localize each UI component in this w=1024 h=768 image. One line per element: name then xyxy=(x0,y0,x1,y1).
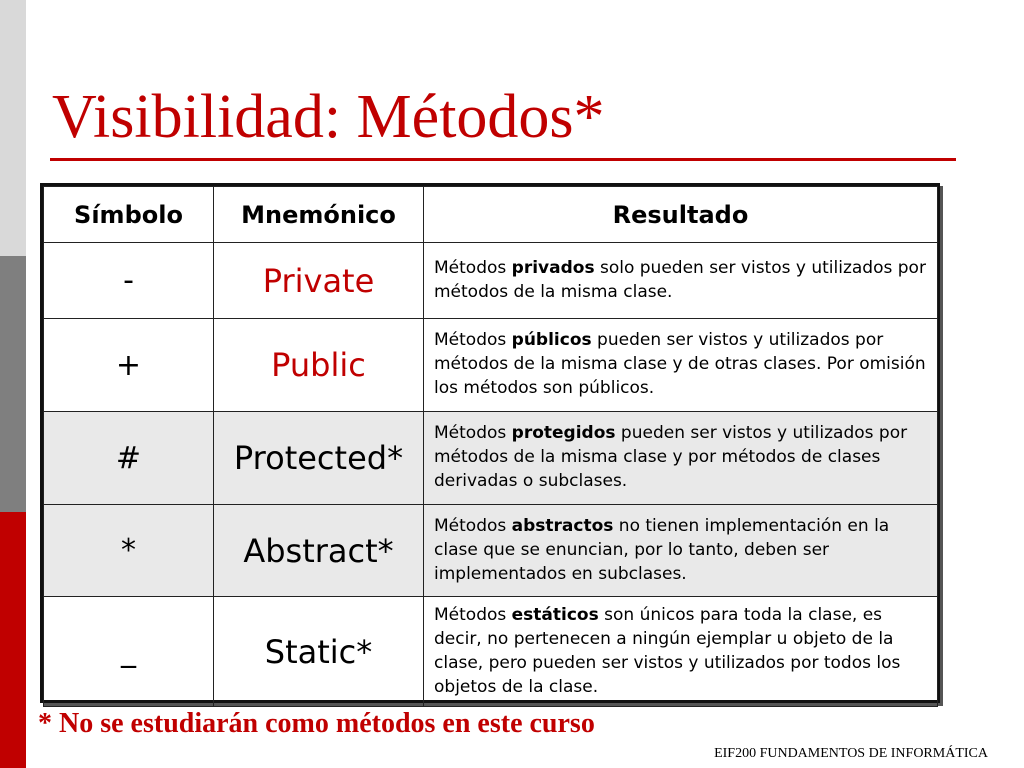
result-text: pueden ser vistos y utilizados por métodos de la misma clase y por métodos de clases derivadas o subclases. xyxy=(434,423,908,491)
result-keyword: privados xyxy=(511,257,595,278)
row-result xyxy=(424,505,938,597)
row-mnemonic: Public xyxy=(214,319,424,412)
result-text: Métodos xyxy=(434,330,512,350)
result-text: Métodos xyxy=(434,257,512,278)
row-mnemonic: Protected* xyxy=(214,412,424,505)
row-mnemonic: Static* xyxy=(214,597,424,707)
table-header-row xyxy=(44,187,938,243)
result-text: no tienen implementación en la clase que se enuncian, por lo tanto, deben ser implementados en subclases. xyxy=(434,515,890,584)
row-mnemonic: Private xyxy=(214,243,424,319)
result-keyword: protegidos xyxy=(511,423,616,443)
row-symbol: * xyxy=(44,505,214,597)
result-text: Métodos xyxy=(434,515,512,536)
header-symbol: Símbolo xyxy=(44,187,214,243)
row-result xyxy=(424,412,938,505)
row-result xyxy=(424,597,938,707)
side-bar-top xyxy=(0,0,26,256)
side-bar-bottom xyxy=(0,512,26,768)
visibility-table-container xyxy=(40,183,940,703)
result-keyword: estáticos xyxy=(511,604,599,625)
row-mnemonic: Abstract* xyxy=(214,505,424,597)
result-text: son únicos para toda la clase, es decir, no pertenecen a ningún ejemplar u objeto de la clase, pero pueden ser vistos y utilizados por todos los objetos de la clase. xyxy=(434,604,901,697)
title-underline xyxy=(50,158,956,161)
result-text: solo pueden ser vistos y utilizados por métodos de la misma clase. xyxy=(434,257,926,302)
header-mnemonic: Mnemónico xyxy=(214,187,424,243)
row-symbol: # xyxy=(44,412,214,505)
table-row xyxy=(44,243,938,319)
footnote: * No se estudiarán como métodos en este curso xyxy=(38,708,595,739)
row-symbol: _ xyxy=(44,597,214,707)
slide-title: Visibilidad: Métodos* xyxy=(52,83,605,151)
side-bar-middle xyxy=(0,256,26,512)
result-text: pueden ser vistos y utilizados por métodos de la misma clase y de otras clases. Por omisión los métodos son públicos. xyxy=(434,330,926,398)
result-keyword: públicos xyxy=(511,330,592,350)
header-result: Resultado xyxy=(424,187,938,243)
table-row xyxy=(44,597,938,707)
footer-course-name: EIF200 FUNDAMENTOS DE INFORMÁTICA xyxy=(714,746,988,761)
table-row xyxy=(44,505,938,597)
row-symbol: - xyxy=(44,243,214,319)
row-result xyxy=(424,319,938,412)
table-row xyxy=(44,412,938,505)
result-text: Métodos xyxy=(434,604,512,625)
result-keyword: abstractos xyxy=(511,515,614,536)
row-result xyxy=(424,243,938,319)
visibility-table xyxy=(43,186,938,707)
row-symbol: + xyxy=(44,319,214,412)
table-row xyxy=(44,319,938,412)
result-text: Métodos xyxy=(434,423,512,443)
